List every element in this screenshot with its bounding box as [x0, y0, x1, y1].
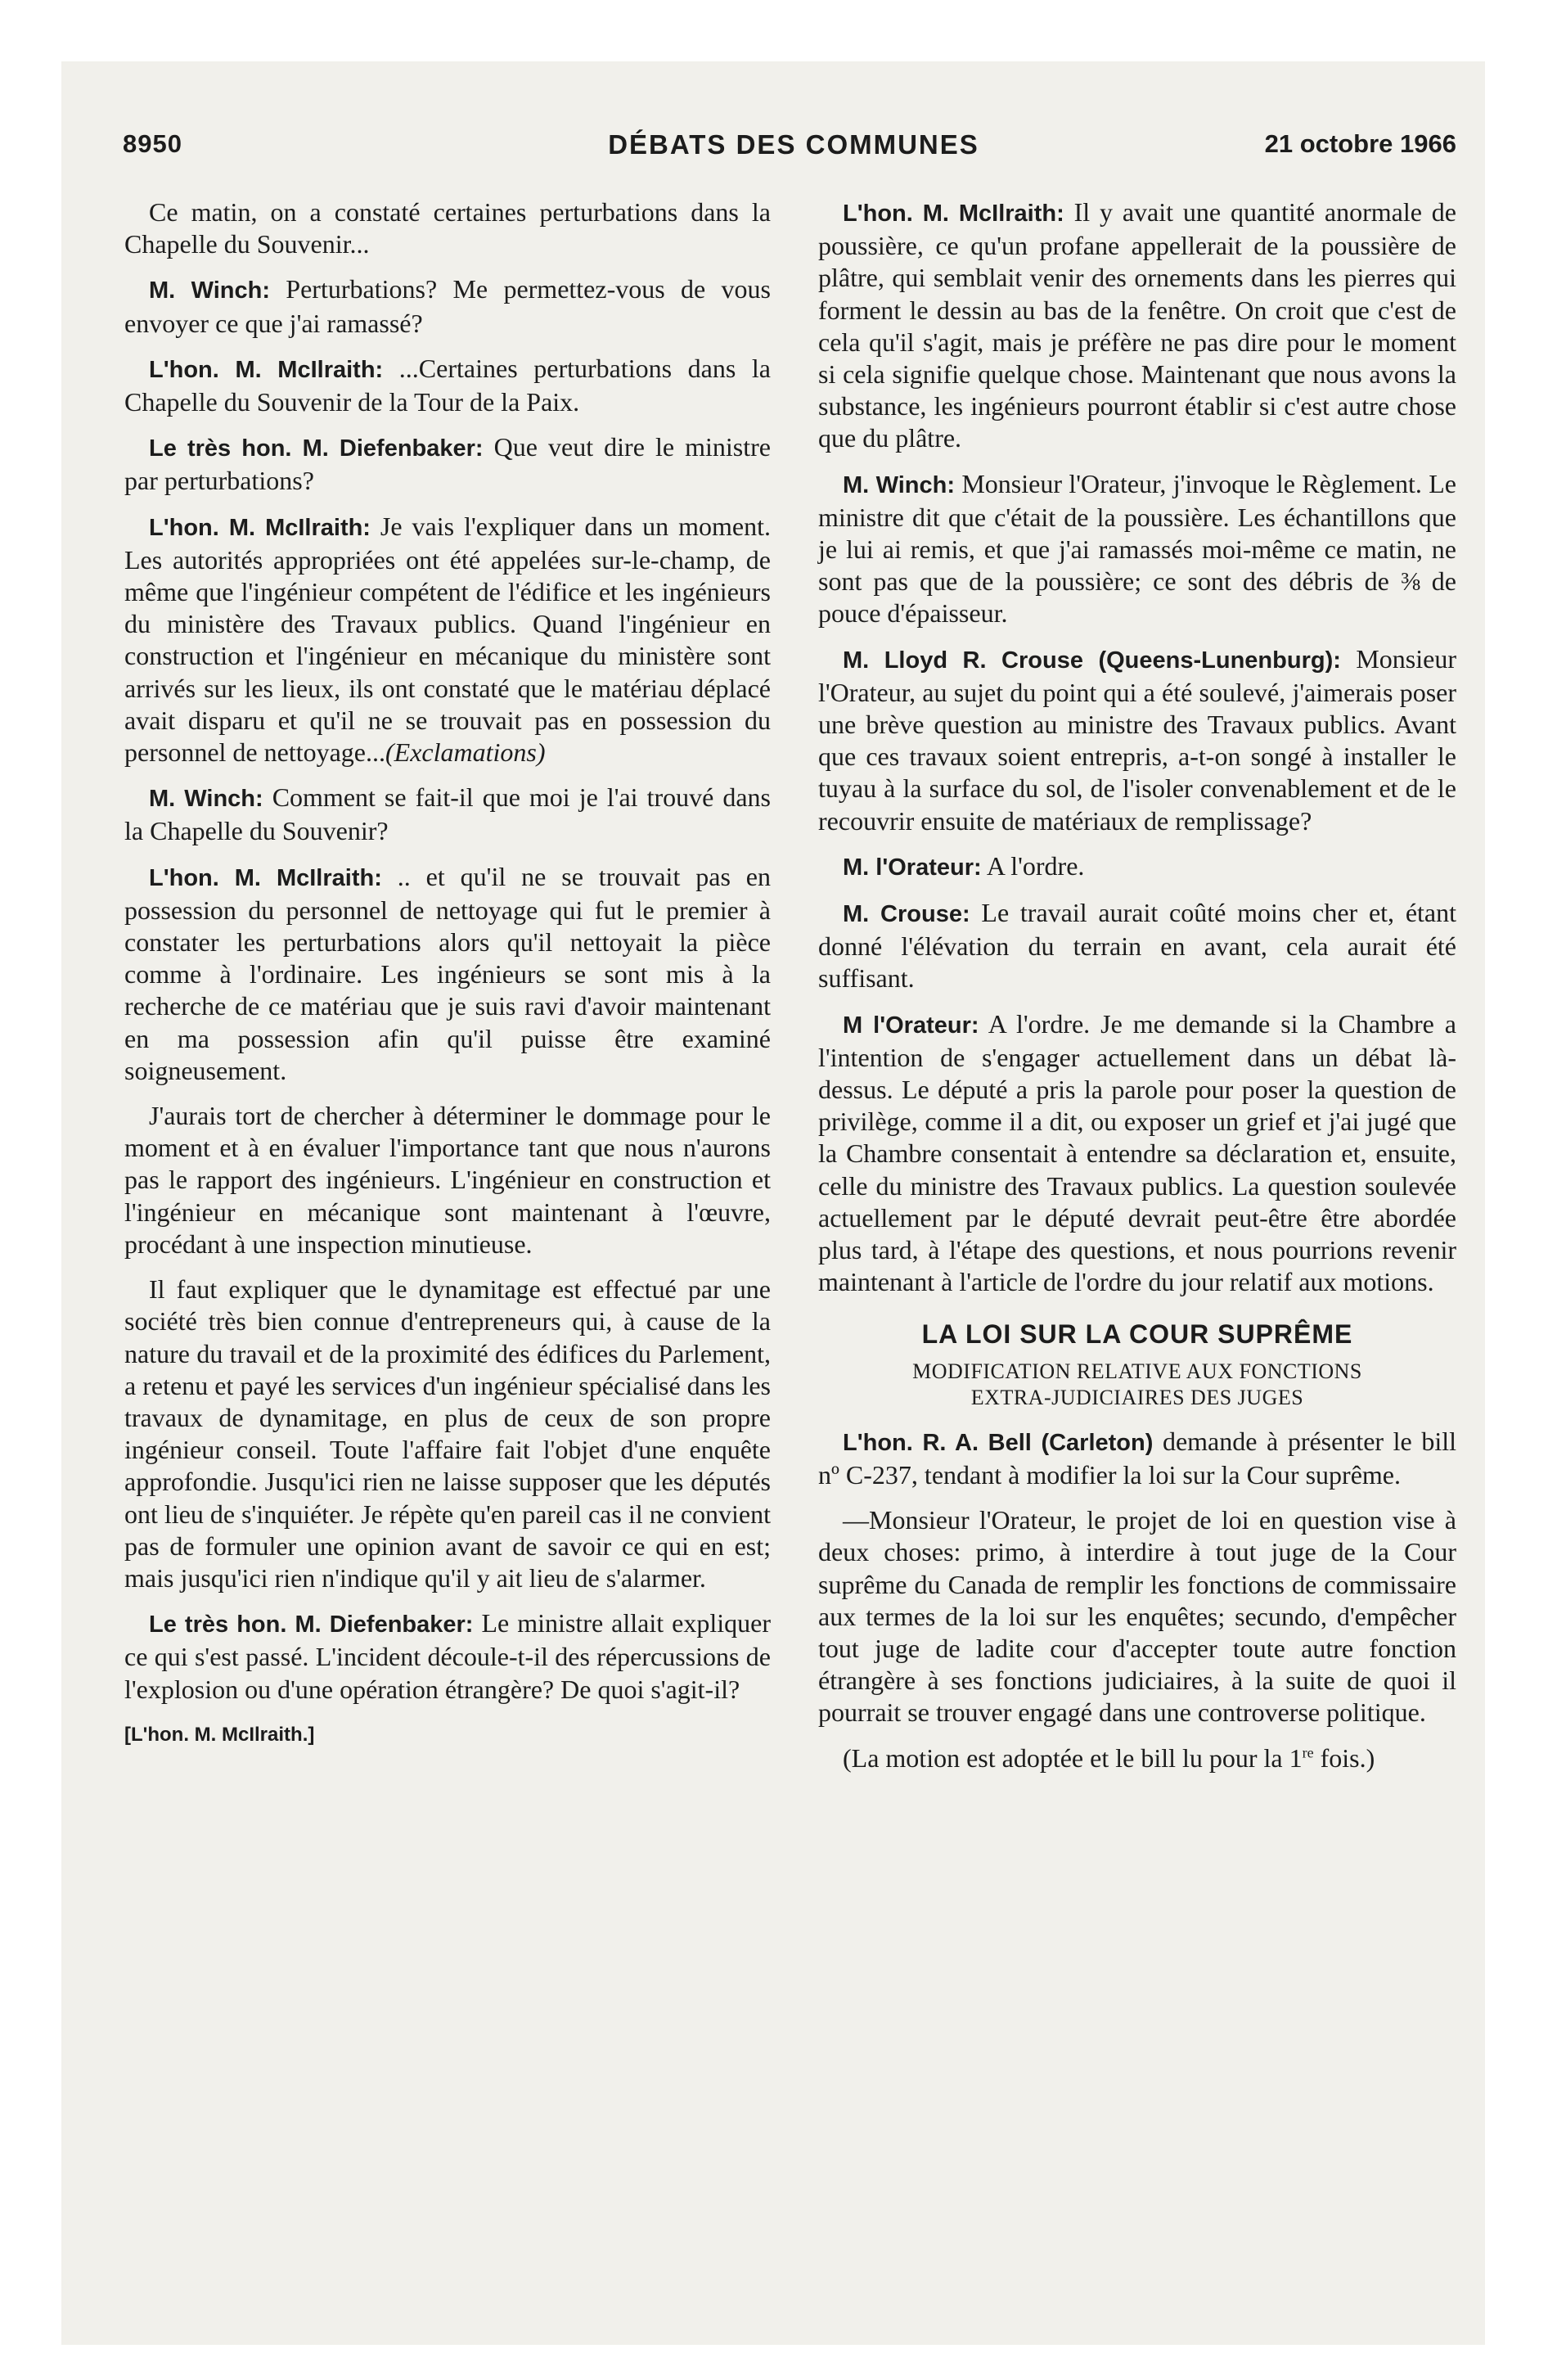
speaker-name: M l'Orateur:: [843, 1012, 979, 1039]
right-column: [818, 196, 1456, 1787]
speaker-name: Le très hon. M. Diefenbaker:: [149, 1611, 474, 1639]
paragraph: —Monsieur l'Orateur, le projet de loi en question vise à deux choses: primo, à interdire à tout juge de la Cour suprême du Canada de remplir les fonctions de commissaire aux termes de la loi sur les enquêtes; secundo, d'empêcher tout juge de ladite cour d'accepter toute autre fonction étrangère à ses fonctions judiciaires, à la suite de quoi il pourrait se trouver engagé dans une controverse politique.: [818, 1505, 1456, 1728]
paragraph: M. Winch: Perturbations? Me permettez-vous de vous envoyer ce que j'ai ramassé?: [124, 274, 771, 338]
speaker-name: M. Winch:: [149, 277, 270, 304]
paragraph: Il faut expliquer que le dynamitage est effectué par une société très bien connue d'entrepreneurs qui, à cause de la nature du travail et de la proximité des édifices du Parlement, a retenu et payé les services d'un ingénieur spécialisé dans les travaux de dynamitage, en plus de ceux de son propre ingénieur conseil. Toute l'affaire fait l'objet d'une enquête approfondie. Jusqu'ici rien ne laisse supposer que les députés ont lieu de s'inquiéter. Je répète qu'en pareil cas il ne convient pas de formuler une opinion avant de savoir ce qui en est; mais jusqu'ici rien n'indique qu'il y ait lieu de s'alarmer.: [124, 1274, 771, 1593]
paragraph: J'aurais tort de chercher à déterminer le dommage pour le moment et à en évaluer l'importance tant que nous n'aurons pas le rapport des ingénieurs. L'ingénieur en construction et l'ingénieur en mécanique sont maintenant à l'œuvre, procédant à une inspection minutieuse.: [124, 1101, 771, 1259]
section-title: LA LOI SUR LA COUR SUPRÊME: [921, 1318, 1353, 1349]
column-signoff: [L'hon. M. McIlraith.]: [124, 1723, 315, 1746]
paragraph: M. l'Orateur: A l'ordre.: [843, 850, 1085, 881]
speaker-name: L'hon. M. McIlraith:: [843, 201, 1064, 227]
paragraph: L'hon. R. A. Bell (Carleton) demande à présenter le bill nº C-237, tendant à modifier la loi sur la Cour suprême.: [818, 1426, 1456, 1490]
speaker-name: L'hon. R. A. Bell (Carleton): [843, 1429, 1154, 1456]
paragraph: L'hon. M. McIlraith: ...Certaines perturbations dans la Chapelle du Souvenir de la Tour de la Paix.: [124, 353, 771, 417]
speaker-name: L'hon. M. McIlraith:: [149, 864, 382, 891]
page-date: 21 octobre 1966: [1264, 129, 1456, 158]
page-header: [123, 129, 1465, 178]
speaker-name: M. l'Orateur:: [843, 854, 982, 881]
paragraph: (La motion est adoptée et le bill lu pour la 1re fois.): [843, 1742, 1375, 1773]
paragraph: Le très hon. M. Diefenbaker: Le ministre allait expliquer ce qui s'est passé. L'incident découle-t-il des répercussions de l'explosion ou d'une opération étrangère? De quoi s'agit-il?: [124, 1608, 772, 1704]
running-title: DÉBATS DES COMMUNES: [608, 129, 979, 160]
speaker-name: M. Winch:: [843, 471, 955, 498]
left-column: [124, 196, 771, 1751]
speaker-name: M. Crouse:: [843, 901, 970, 928]
paragraph: M. Winch: Monsieur l'Orateur, j'invoque le Règlement. Le ministre dit que c'était de la poussière. Les échantillons que je lui ai remis, et que j'ai ramassés moi-même ce matin, ne sont pas que de la poussière; ce sont des débris de ⅜ de pouce d'épaisseur.: [818, 468, 1456, 629]
paragraph: M l'Orateur: A l'ordre. Je me demande si la Chambre a l'intention de s'engager actuellement dans un débat là-dessus. Le député a pris la parole pour poser la question de privilège, comme il a dit, ou exposer un grief et j'ai jugé que la Chambre consentait à entendre sa déclaration et, ensuite, celle du ministre des Travaux publics. La question soulevée actuellement par le député devrait peut-être être abordée plus tard, à l'étape des questions, et nous pourrions revenir maintenant à l'article de l'ordre du jour relatif aux motions.: [818, 1008, 1456, 1297]
paragraph: M. Winch: Comment se fait-il que moi je l'ai trouvé dans la Chapelle du Souvenir?: [124, 782, 772, 846]
speaker-name: L'hon. M. McIlraith:: [149, 514, 371, 541]
paragraph: Ce matin, on a constaté certaines perturbations dans la Chapelle du Souvenir...: [124, 197, 771, 259]
paragraph: Le très hon. M. Diefenbaker: Que veut dire le ministre par perturbations?: [124, 432, 772, 496]
page-number: 8950: [123, 129, 182, 158]
paragraph: M. Lloyd R. Crouse (Queens-Lunenburg): Monsieur l'Orateur, au sujet du point qui a été soulevé, j'aimerais poser une brève question au ministre des Travaux publics. Avant que ces travaux soient entrepris, a-t-on songé à installer le tuyau à la surface du sol, de l'isoler convenablement et de le recouvrir ensuite de matériaux de remplissage?: [818, 643, 1456, 836]
paragraph: L'hon. M. McIlraith: Je vais l'expliquer dans un moment. Les autorités appropriées ont été appelées sur-le-champ, de même que l'ingénieur compétent de l'édifice et les ingénieurs du ministère des Travaux publics. Quand l'ingénieur en construction et l'ingénieur en mécanique du ministère sont arrivés sur les lieux, ils ont constaté que le matériau déplacé avait disparu et qu'il ne se trouvait pas en possession du personnel de nettoyage...(Exclamations): [124, 511, 771, 768]
stage-direction: (Exclamations): [385, 737, 546, 768]
speaker-name: L'hon. M. McIlraith:: [149, 356, 384, 383]
ordinal-superscript: re: [1302, 1743, 1314, 1760]
paragraph: L'hon. M. McIlraith: .. et qu'il ne se trouvait pas en possession du personnel de nettoyage qui fut le premier à constater les perturbations alors qu'il nettoyait la pièce comme à l'ordinaire. Les ingénieurs se sont mis à la recherche de ce matériau que je suis ravi d'avoir maintenant en ma possession afin qu'il puisse être examiné soigneusement.: [124, 861, 771, 1085]
paragraph: M. Crouse: Le travail aurait coûté moins cher et, étant donné l'élévation du terrain en avant, cela aurait été suffisant.: [818, 898, 1457, 994]
paragraph: L'hon. M. McIlraith: Il y avait une quantité anormale de poussière, ce qu'un profane appellerait de la poussière de plâtre, qui semblait venir des ornements dans les pierres qui forment le dessin au bas de la fenêtre. On croit que c'est de cela qu'il s'agit, mais je préfère ne pas dire pour le moment si cela signifie quelque chose. Maintenant que nous avons la substance, les ingénieurs pourront établir si c'est autre chose que du plâtre.: [818, 197, 1456, 453]
speaker-name: M. Lloyd R. Crouse (Queens-Lunenburg):: [843, 647, 1341, 674]
section-subtitle: MODIFICATION RELATIVE AUX FONCTIONS EXTRA-JUDICIAIRES DES JUGES: [912, 1359, 1362, 1409]
speaker-name: M. Winch:: [149, 786, 263, 813]
speaker-name: Le très hon. M. Diefenbaker:: [149, 435, 484, 462]
